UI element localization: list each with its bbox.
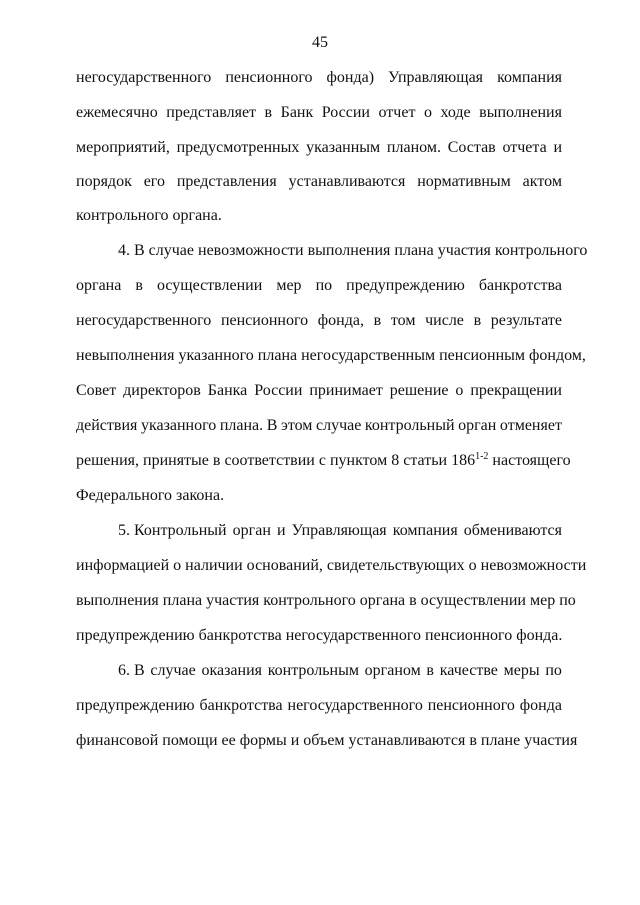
word: компания bbox=[497, 69, 562, 86]
word: осуществлении bbox=[156, 277, 263, 294]
word: предусмотренных bbox=[176, 139, 300, 156]
word: Совет bbox=[76, 382, 117, 399]
word: представления bbox=[176, 173, 277, 190]
word: том bbox=[390, 312, 416, 329]
word: предупреждению bbox=[346, 277, 465, 294]
word: случае bbox=[315, 417, 362, 434]
word: устанавливаются bbox=[288, 173, 406, 190]
word: случае bbox=[150, 662, 196, 679]
word: контрольным bbox=[267, 662, 359, 679]
word: решение bbox=[389, 382, 449, 399]
word: и bbox=[553, 139, 562, 156]
word: оказания bbox=[201, 662, 262, 679]
word: предупреждению bbox=[76, 697, 195, 714]
text-line bbox=[76, 138, 562, 158]
word: Управляющая bbox=[388, 69, 484, 86]
word: в bbox=[373, 312, 382, 329]
word: ходе bbox=[440, 104, 471, 121]
word: фонда, bbox=[317, 312, 364, 329]
word: выполнения bbox=[479, 104, 562, 121]
word: отчета bbox=[502, 139, 547, 156]
word: этом bbox=[280, 417, 313, 434]
word: Банка bbox=[207, 382, 248, 399]
word: его bbox=[143, 173, 165, 190]
text-line bbox=[76, 556, 587, 576]
word: органа bbox=[76, 277, 122, 294]
word: по bbox=[545, 662, 562, 679]
text-line bbox=[76, 311, 562, 331]
word: 6. В bbox=[118, 662, 145, 679]
word: России bbox=[321, 104, 370, 121]
word: числе bbox=[425, 312, 464, 329]
page-number: 45 bbox=[312, 34, 328, 51]
text-line: Федерального закона. bbox=[76, 487, 225, 504]
text-line bbox=[76, 276, 562, 296]
word: обмениваются bbox=[463, 522, 562, 539]
word: 5. Контрольный bbox=[118, 522, 227, 539]
word: нормативным bbox=[417, 173, 511, 190]
text-line bbox=[118, 521, 562, 541]
word: плана. bbox=[219, 417, 264, 434]
text-line bbox=[76, 103, 562, 123]
word: органом bbox=[364, 662, 421, 679]
text-line bbox=[118, 241, 588, 261]
word: мероприятий, bbox=[76, 139, 170, 156]
text-line bbox=[118, 661, 562, 681]
word: действия bbox=[76, 417, 138, 434]
word: банкротства bbox=[478, 277, 562, 294]
word: мер bbox=[276, 277, 302, 294]
word: качестве bbox=[439, 662, 498, 679]
word: орган bbox=[458, 417, 497, 434]
word: указанным bbox=[306, 139, 381, 156]
word: В bbox=[266, 417, 278, 434]
word: 4. В случае невозможности выполнения плана участия контрольного bbox=[118, 242, 588, 259]
word: представляет bbox=[166, 104, 257, 121]
word: пенсионного bbox=[427, 697, 515, 714]
text-line bbox=[76, 696, 562, 716]
word: планом. bbox=[386, 139, 441, 156]
word: в bbox=[264, 104, 273, 121]
text-line bbox=[76, 172, 562, 192]
text-line: предупреждению банкротства негосударственного пенсионного фонда. bbox=[76, 627, 563, 644]
word: финансовой помощи ее формы и объем устанавливаются в плане участия bbox=[76, 732, 578, 749]
word: о bbox=[423, 104, 432, 121]
text-fragment: настоящего bbox=[488, 452, 571, 469]
word: отменяет bbox=[499, 417, 562, 434]
text-line bbox=[76, 381, 562, 401]
word: пенсионного bbox=[220, 312, 309, 329]
text-line bbox=[76, 416, 562, 436]
word: в bbox=[473, 312, 482, 329]
text-line bbox=[76, 451, 571, 471]
word: компания bbox=[392, 522, 458, 539]
text-line bbox=[76, 346, 586, 366]
word: Банк bbox=[280, 104, 314, 121]
word: орган bbox=[232, 522, 271, 539]
word: и bbox=[277, 522, 286, 539]
word: меры bbox=[503, 662, 540, 679]
word: банкротства bbox=[199, 697, 283, 714]
word: Состав bbox=[447, 139, 496, 156]
word: фонда bbox=[519, 697, 562, 714]
word: отчет bbox=[378, 104, 416, 121]
text-fragment: решения, принятые в соответствии с пунктом 8 статьи 186 bbox=[76, 452, 476, 469]
word: указанного bbox=[140, 417, 217, 434]
word: негосударственного bbox=[287, 697, 423, 714]
word: невыполнения указанного плана негосударственным пенсионным фондом, bbox=[76, 347, 586, 364]
word: директоров bbox=[123, 382, 201, 399]
text-line bbox=[76, 591, 576, 611]
word: о bbox=[455, 382, 464, 399]
text-line: контрольного органа. bbox=[76, 207, 222, 224]
word: порядок bbox=[76, 173, 132, 190]
word: негосударственного bbox=[76, 69, 212, 86]
text-line bbox=[76, 731, 578, 751]
word: принимает bbox=[309, 382, 383, 399]
word: фонда) bbox=[326, 69, 375, 86]
word: негосударственного bbox=[76, 312, 212, 329]
word: Управляющая bbox=[291, 522, 387, 539]
word: контрольный bbox=[364, 417, 455, 434]
word: информацией о наличии оснований, свидетельствующих о невозможности bbox=[76, 557, 587, 574]
word: России bbox=[254, 382, 303, 399]
text-line bbox=[76, 68, 562, 88]
word: результате bbox=[490, 312, 562, 329]
word: пенсионного bbox=[225, 69, 313, 86]
word: в bbox=[135, 277, 143, 294]
word: актом bbox=[522, 173, 562, 190]
article-superscript: 1-2 bbox=[475, 451, 489, 462]
word: ежемесячно bbox=[76, 104, 158, 121]
word: по bbox=[315, 277, 333, 294]
word: прекращении bbox=[470, 382, 562, 399]
word: выполнения плана участия контрольного органа в осуществлении мер по bbox=[76, 592, 576, 609]
word: в bbox=[426, 662, 434, 679]
